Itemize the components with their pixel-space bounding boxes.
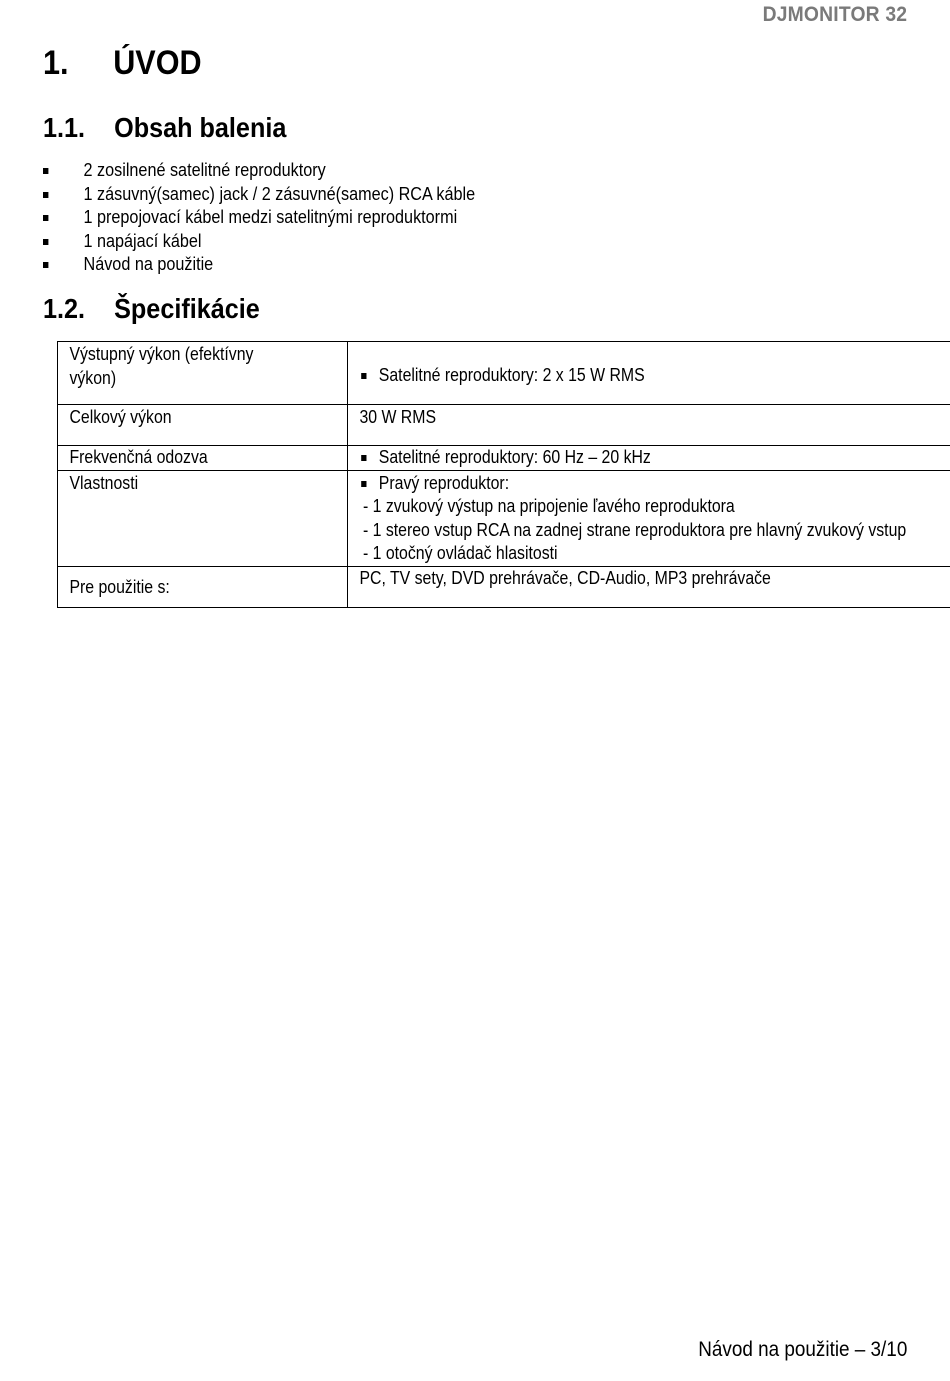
list-item: 1 zásuvný(samec) jack / 2 zásuvné(samec) RCA káble <box>43 183 475 207</box>
section-title: ÚVOD <box>113 44 202 82</box>
spec-value-cell <box>348 405 950 446</box>
section-number: 1.2. <box>43 293 86 324</box>
page-footer: Návod na použitie – 3/10 <box>697 1338 907 1361</box>
spec-value-cell <box>348 446 950 471</box>
square-bullet-icon <box>361 455 366 461</box>
spec-value: Satelitné reproduktory: 60 Hz – 20 kHz <box>378 447 651 467</box>
section-heading-specifikacie <box>43 293 260 325</box>
square-bullet-icon <box>361 373 366 379</box>
spec-label-cell <box>58 405 348 446</box>
table-row <box>58 405 950 446</box>
table-row <box>58 470 950 566</box>
spec-value-line: - 1 stereo vstup RCA na zadnej strane reproduktora pre hlavný zvukový vstup <box>362 519 907 540</box>
square-bullet-icon <box>43 168 48 174</box>
document-header-product: DJMONITOR 32 <box>762 3 907 26</box>
square-bullet-icon <box>43 239 48 245</box>
spec-label-line: Výstupný výkon (efektívny <box>69 344 254 364</box>
square-bullet-icon <box>43 262 48 268</box>
spec-value-line: - 1 zvukový výstup na pripojenie ľavého reproduktora <box>362 496 735 516</box>
section-title: Obsah balenia <box>114 112 287 143</box>
table-row <box>58 566 950 607</box>
spec-label-cell <box>58 566 348 607</box>
section-heading-obsah-balenia <box>43 112 286 144</box>
spec-value-cell <box>348 342 950 405</box>
spec-label: Vlastnosti <box>69 472 139 493</box>
spec-label: Pre použitie s: <box>69 577 170 597</box>
square-bullet-icon <box>43 192 48 198</box>
list-item: 1 prepojovací kábel medzi satelitnými reproduktormi <box>43 206 475 230</box>
square-bullet-icon <box>43 215 48 221</box>
spec-label: Frekvenčná odozva <box>69 447 208 467</box>
spec-label-cell <box>58 446 348 471</box>
spec-label-cell <box>58 470 348 566</box>
specifications-table <box>57 341 950 608</box>
spec-value-line: - 1 otočný ovládač hlasitosti <box>362 543 558 563</box>
spec-label-cell <box>58 342 348 405</box>
list-item: 1 napájací kábel <box>43 230 475 254</box>
spec-value: PC, TV sety, DVD prehrávače, CD-Audio, MP3 prehrávače <box>359 567 771 588</box>
spec-label-line: výkon) <box>69 367 117 388</box>
spec-label: Celkový výkon <box>69 407 172 427</box>
spec-value: Satelitné reproduktory: 2 x 15 W RMS <box>378 365 645 386</box>
spec-value: 30 W RMS <box>359 407 437 427</box>
table-row <box>58 446 950 471</box>
section-title: Špecifikácie <box>114 293 260 324</box>
spec-value-cell <box>348 566 950 607</box>
list-item: Návod na použitie <box>43 253 475 277</box>
package-contents-list <box>43 159 523 277</box>
list-item: 2 zosilnené satelitné reproduktory <box>43 159 475 183</box>
square-bullet-icon <box>361 481 366 487</box>
section-number: 1.1. <box>43 112 86 143</box>
table-row <box>58 342 950 405</box>
spec-value-heading: Pravý reproduktor: <box>378 472 510 493</box>
section-number: 1. <box>43 44 69 82</box>
spec-value-cell <box>348 470 950 566</box>
section-heading-uvod <box>43 44 202 83</box>
